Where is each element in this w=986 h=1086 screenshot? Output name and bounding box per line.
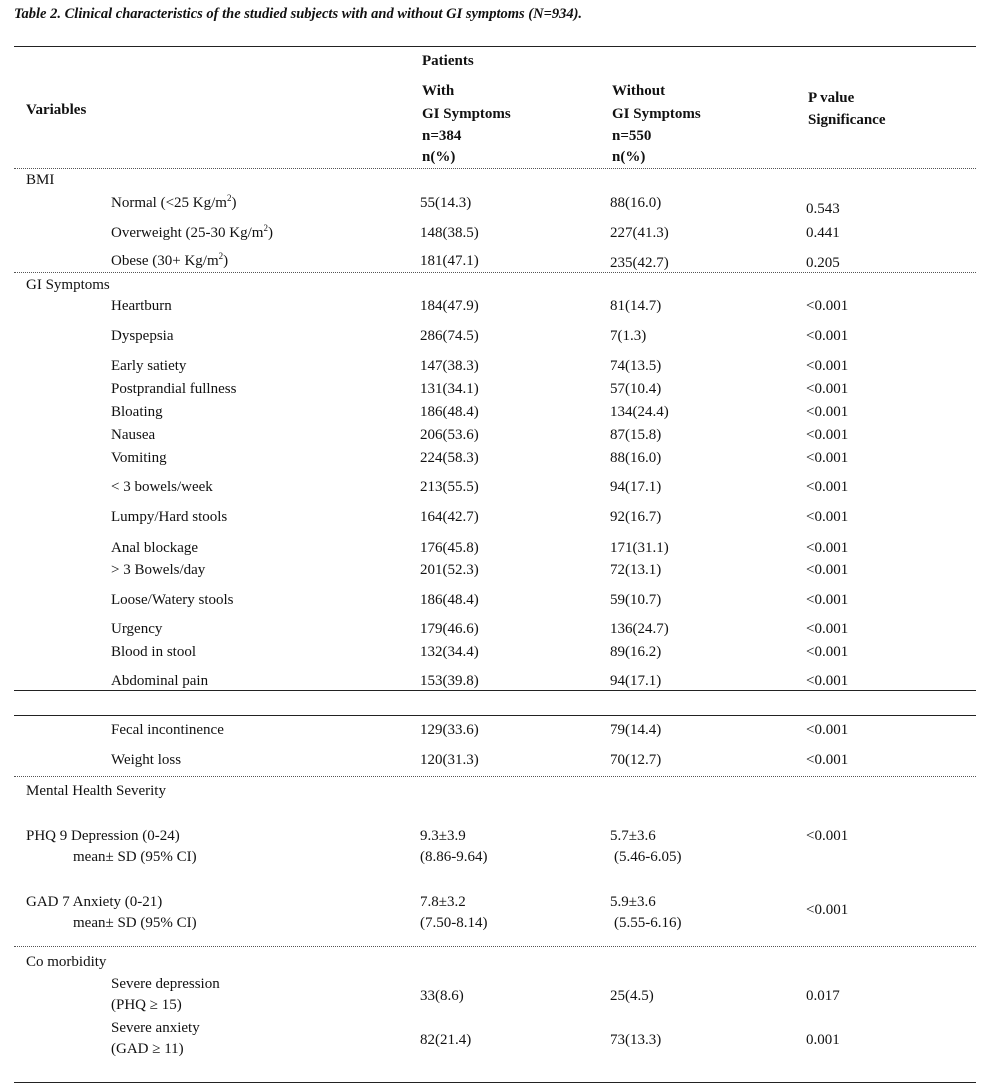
cell-with: 286(74.5) [420, 328, 479, 344]
row-label: Lumpy/Hard stools [111, 509, 228, 525]
cell-without: 235(42.7) [610, 255, 669, 271]
bottom-rule [14, 1082, 976, 1083]
cell-without: 59(10.7) [610, 592, 662, 608]
row-label: Vomiting [111, 450, 167, 466]
cell-without: 74(13.5) [610, 358, 662, 374]
cell-with: 148(38.5) [420, 225, 479, 241]
cell-without: 70(12.7) [610, 752, 662, 768]
cell-without: 94(17.1) [610, 673, 662, 689]
row-label: GAD 7 Anxiety (0-21) [26, 894, 163, 910]
cell-p: <0.001 [806, 540, 849, 556]
cell-p: <0.001 [806, 562, 849, 578]
cell-without: 136(24.7) [610, 621, 669, 637]
cell-with: 153(39.8) [420, 673, 479, 689]
row-label: Anal blockage [111, 540, 199, 556]
cell-p: <0.001 [806, 328, 849, 344]
cell-with: 186(48.4) [420, 592, 479, 608]
cell-p: 0.017 [806, 988, 840, 1004]
cell-with: 82(21.4) [420, 1032, 472, 1048]
header-without-1: Without [612, 83, 666, 99]
cell-without: 25(4.5) [610, 988, 654, 1004]
header-patients: Patients [422, 53, 474, 69]
cell-without: 227(41.3) [610, 225, 669, 241]
cell-p: <0.001 [806, 450, 849, 466]
header-variables: Variables [26, 102, 87, 118]
table-caption: Table 2. Clinical characteristics of the studied subjects with and without GI symptoms (N=934). [14, 6, 583, 22]
cell-without: 5.7±3.6 [610, 828, 656, 844]
cell-p: <0.001 [806, 752, 849, 768]
row-label: Normal (<25 $Kg/m^2$) [111, 193, 237, 211]
cell-without: 57(10.4) [610, 381, 662, 397]
row-label: Overweight (25-30 $Kg/m^2$) [111, 223, 273, 241]
cell-p: <0.001 [806, 722, 849, 738]
header-without-3: n=550 [612, 128, 652, 144]
cell-without-ci: (5.46-6.05) [614, 849, 682, 865]
cell-with: 181(47.1) [420, 253, 479, 269]
cell-with: 147(38.3) [420, 358, 479, 374]
cell-without: 92(16.7) [610, 509, 662, 525]
cell-p: <0.001 [806, 404, 849, 420]
cell-p: 0.001 [806, 1032, 840, 1048]
cell-p: <0.001 [806, 479, 849, 495]
cell-p: <0.001 [806, 509, 849, 525]
cell-p: <0.001 [806, 621, 849, 637]
cell-with-ci: (7.50-8.14) [420, 915, 488, 931]
cell-p: <0.001 [806, 828, 849, 844]
cell-with: 201(52.3) [420, 562, 479, 578]
bmi-rule [14, 272, 976, 273]
cell-with: 176(45.8) [420, 540, 479, 556]
cell-without: 94(17.1) [610, 479, 662, 495]
cell-without: 88(16.0) [610, 450, 662, 466]
cell-p: <0.001 [806, 358, 849, 374]
header-rule [14, 168, 976, 169]
cell-p: <0.001 [806, 427, 849, 443]
cell-with: 129(33.6) [420, 722, 479, 738]
row-sublabel: mean± SD (95% CI) [73, 849, 197, 865]
cell-with: 206(53.6) [420, 427, 479, 443]
header-with-4: n(%) [422, 149, 456, 165]
gi-end-rule [14, 690, 976, 691]
row-label: PHQ 9 Depression (0-24) [26, 828, 180, 844]
row-sublabel: (PHQ ≥ 15) [111, 997, 182, 1013]
cell-p: <0.001 [806, 902, 849, 918]
cell-p: <0.001 [806, 644, 849, 660]
row-label: Postprandial fullness [111, 381, 237, 397]
row-label: Early satiety [111, 358, 187, 374]
row-label: Dyspepsia [111, 328, 174, 344]
row-label: Bloating [111, 404, 163, 420]
header-with-1: With [422, 83, 455, 99]
cell-without: 88(16.0) [610, 195, 662, 211]
cell-without: 171(31.1) [610, 540, 669, 556]
header-with-2: GI Symptoms [422, 106, 511, 122]
row-label: Severe depression [111, 976, 220, 992]
cell-with: 179(46.6) [420, 621, 479, 637]
cell-p: <0.001 [806, 298, 849, 314]
row-sublabel: (GAD ≥ 11) [111, 1041, 184, 1057]
cell-with: 213(55.5) [420, 479, 479, 495]
header-without-2: GI Symptoms [612, 106, 701, 122]
bmi-section-title: BMI [26, 172, 55, 188]
cell-without: 89(16.2) [610, 644, 662, 660]
cell-p: 0.441 [806, 225, 840, 241]
row-label: Loose/Watery stools [111, 592, 234, 608]
row-label: Severe anxiety [111, 1020, 200, 1036]
cell-without-ci: (5.55-6.16) [614, 915, 682, 931]
row-label: Heartburn [111, 298, 172, 314]
mental-section-title: Mental Health Severity [26, 783, 166, 799]
cell-with: 164(42.7) [420, 509, 479, 525]
top-rule [14, 46, 976, 47]
cell-p: 0.205 [806, 255, 840, 271]
cell-with: 132(34.4) [420, 644, 479, 660]
cell-with: 7.8±3.2 [420, 894, 466, 910]
cell-with: 120(31.3) [420, 752, 479, 768]
cell-p: <0.001 [806, 381, 849, 397]
header-without-4: n(%) [612, 149, 646, 165]
cell-without: 79(14.4) [610, 722, 662, 738]
row-label: < 3 bowels/week [111, 479, 213, 495]
cell-with: 131(34.1) [420, 381, 479, 397]
header-pvalue-2: Significance [808, 112, 886, 128]
gi-section-title: GI Symptoms [26, 277, 110, 293]
cell-without: 81(14.7) [610, 298, 662, 314]
cell-without: 134(24.4) [610, 404, 669, 420]
cell-with: 224(58.3) [420, 450, 479, 466]
cell-with: 33(8.6) [420, 988, 464, 1004]
como-section-title: Co morbidity [26, 954, 107, 970]
cell-with-ci: (8.86-9.64) [420, 849, 488, 865]
row-label: Abdominal pain [111, 673, 209, 689]
cell-with: 184(47.9) [420, 298, 479, 314]
row-label: Nausea [111, 427, 156, 443]
row-label: Weight loss [111, 752, 182, 768]
row-label: > 3 Bowels/day [111, 562, 206, 578]
row-label: Fecal incontinence [111, 722, 224, 738]
cell-with: 186(48.4) [420, 404, 479, 420]
row-label: Obese $(30+ Kg/m^2)$ [111, 251, 229, 269]
cell-with: 55(14.3) [420, 195, 472, 211]
cell-without: 73(13.3) [610, 1032, 662, 1048]
row-label: Blood in stool [111, 644, 197, 660]
cell-p: <0.001 [806, 673, 849, 689]
cell-without: 5.9±3.6 [610, 894, 656, 910]
cell-p: 0.543 [806, 201, 840, 217]
cell-without: 7(1.3) [610, 328, 647, 344]
header-pvalue-1: P value [808, 90, 855, 106]
cell-without: 87(15.8) [610, 427, 662, 443]
header-with-3: n=384 [422, 128, 462, 144]
row-sublabel: mean± SD (95% CI) [73, 915, 197, 931]
mental-end-rule [14, 946, 976, 947]
extra-end-rule [14, 776, 976, 777]
row-label: Urgency [111, 621, 163, 637]
extra-start-rule [14, 715, 976, 716]
cell-with: 9.3±3.9 [420, 828, 466, 844]
cell-without: 72(13.1) [610, 562, 662, 578]
cell-p: <0.001 [806, 592, 849, 608]
